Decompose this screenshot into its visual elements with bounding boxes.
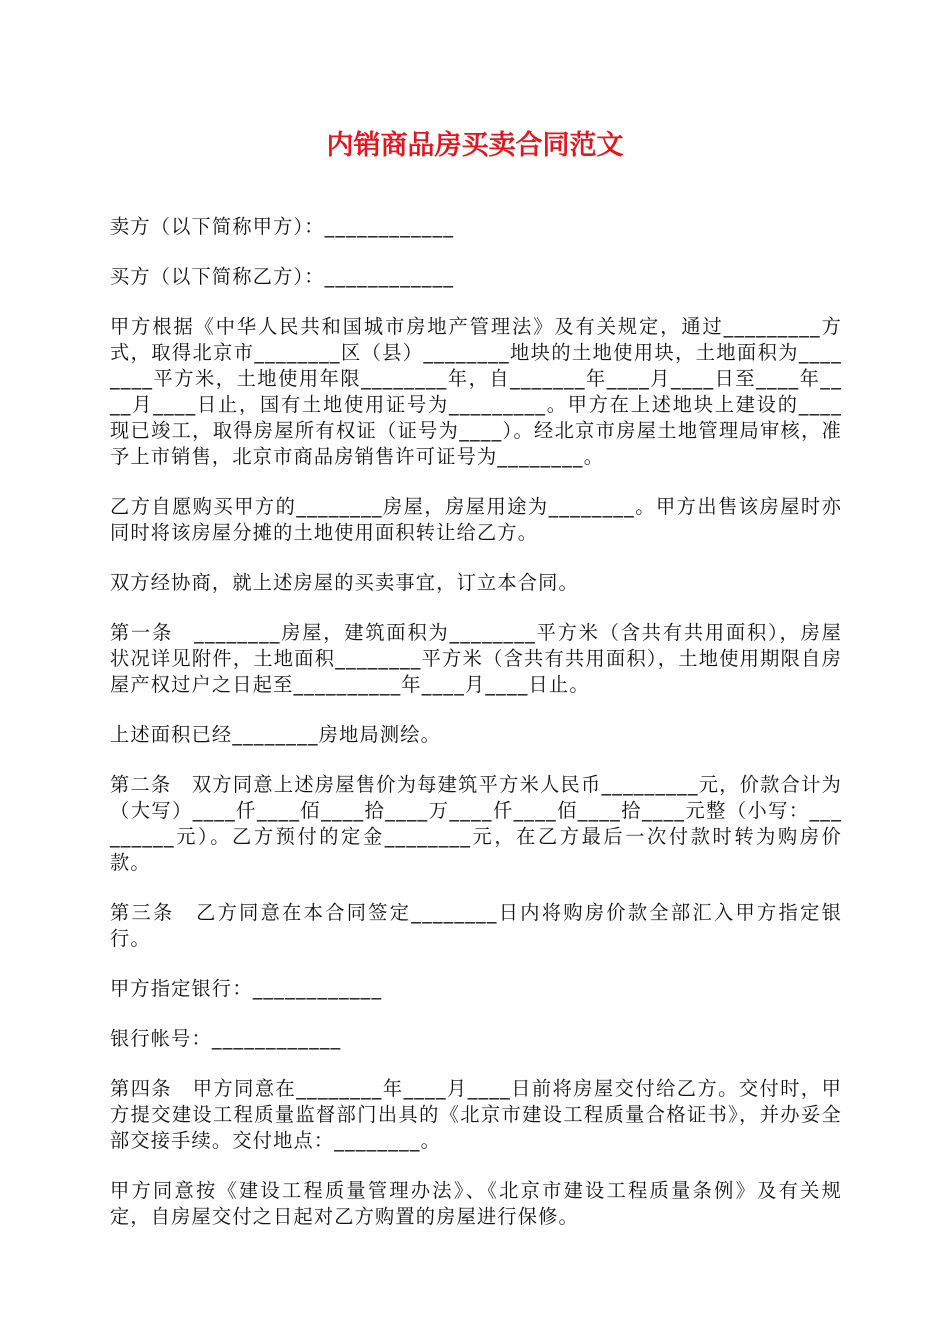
paragraph-article-4: 第四条 甲方同意在________年____月____日前将房屋交付给乙方。交付时，甲方提交建设工程质量监督部门出具的《北京市建设工程质量合格证书》，并办妥全部交接手续。交付地点：________。 [110, 1077, 842, 1152]
paragraph-agreement: 双方经协商，就上述房屋的买卖事宜，订立本合同。 [110, 571, 579, 594]
document-body [110, 214, 842, 1254]
paragraph-seller: 卖方（以下简称甲方）：____________ [110, 215, 455, 238]
paragraph-buyer: 买方（以下简称乙方）：____________ [110, 265, 455, 288]
document-title: 内销商品房买卖合同范文 [326, 130, 624, 161]
paragraph-account: 银行帐号：____________ [110, 1027, 342, 1050]
paragraph-article-2: 第二条 双方同意上述房屋售价为每建筑平方米人民币_________元，价款合计为（大写）____仟____佰____拾____万____仟____佰____拾____元整（小写：_________元）。乙方预付的定金________元，在乙方最后一次付款时转为购房价款。 [110, 773, 842, 874]
paragraph-article-3: 第三条 乙方同意在本合同签定________日内将购房价款全部汇入甲方指定银行。 [110, 901, 842, 950]
paragraph-warranty: 甲方同意按《建设工程质量管理办法》、《北京市建设工程质量条例》及有关规定，自房屋交付之日起对乙方购置的房屋进行保修。 [110, 1179, 842, 1228]
paragraph-purchase-intent: 乙方自愿购买甲方的________房屋，房屋用途为________。甲方出售该房屋时亦同时将该房屋分摊的土地使用面积转让给乙方。 [110, 495, 842, 544]
paragraph-bank: 甲方指定银行：____________ [110, 977, 383, 1000]
paragraph-land-info: 甲方根据《中华人民共和国城市房地产管理法》及有关规定，通过_________方式，取得北京市________区（县）________地块的土地使用块，土地面积为________平方米，土地使用年限________年，自_______年____月____日至____年____月____日止，国有土地使用证号为_________。甲方在上述地块上建设的____现已竣工，取得房屋所有权证（证号为____）。经北京市房屋土地管理局审核，准予上市销售，北京市商品房销售许可证号为________。 [110, 315, 842, 468]
paragraph-article-1: 第一条 ________房屋，建筑面积为________平方米（含共有共用面积），房屋状况详见附件，土地面积________平方米（含共有共用面积），土地使用期限自房屋产权过户之日起至__________年____月____日止。 [110, 621, 842, 696]
paragraph-survey: 上述面积已经________房地局测绘。 [110, 723, 441, 746]
